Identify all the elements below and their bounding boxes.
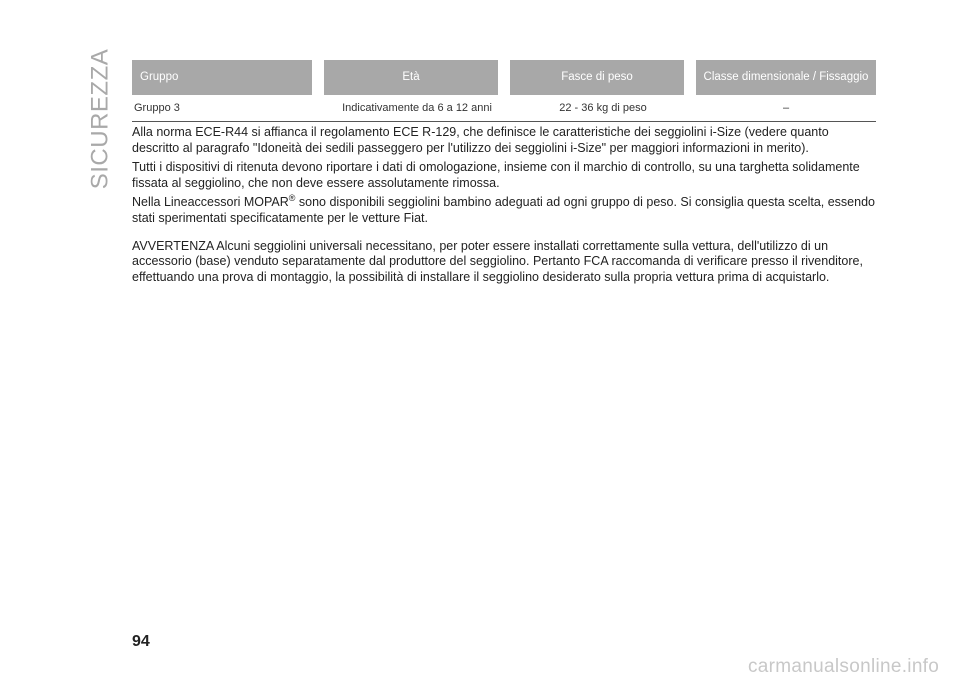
section-title-text: SICUREZZA: [86, 48, 114, 190]
paragraph-lineaccessori: [132, 195, 876, 226]
registered-mark: ®: [288, 193, 296, 204]
child-seat-table: [132, 60, 876, 122]
cell-fasce-di-peso: 22 - 36 kg di peso: [559, 102, 647, 114]
cell-eta: Indicativamente da 6 a 12 anni: [342, 102, 492, 114]
paragraph-omologazione: Tutti i dispositivi di ritenuta devono riportare i dati di omologazione, insieme con il marchio di controllo, su una targhetta solidamente fissata al seggiolino, che non deve essere assolutamente rimossa.: [132, 160, 860, 190]
header-fasce-di-peso: Fasce di peso: [510, 60, 684, 95]
cell-gruppo: Gruppo 3: [134, 102, 180, 114]
section-title: [82, 48, 118, 190]
paragraph-lineaccessori-start: Nella Lineaccessori MOPAR: [132, 195, 289, 210]
cell-classe-fissaggio: –: [782, 102, 790, 114]
header-eta: Età: [324, 60, 498, 95]
watermark: carmanualsonline.info: [748, 656, 940, 677]
table-row: [132, 95, 876, 122]
header-gruppo: Gruppo: [132, 60, 312, 95]
paragraph-ece-r129: Alla norma ECE-R44 si affianca il regolamento ECE R-129, che definisce le caratteristiche dei seggiolini i-Size (vedere quanto descritto al paragrafo "Idoneità dei sedili passeggero per l'utilizzo dei seggiolini i-Size" per maggiori informazioni in merito).: [132, 125, 829, 155]
page-number: 94: [132, 633, 150, 650]
paragraph-lineaccessori-end: sono disponibili seggiolini bambino adeguati ad ogni gruppo di peso. Si consiglia questa scelta, essendo stati sperimentati specificatamente per le vetture Fiat.: [132, 195, 875, 225]
body-text: [132, 125, 876, 289]
paragraph-avvertenza: AVVERTENZA Alcuni seggiolini universali necessitano, per poter essere installati correttamente sulla vettura, dell'utilizzo di un accessorio (base) venduto separatamente dal produttore del seggiolino. Pertanto FCA raccomanda di verificare presso il rivenditore, effettuando una prova di montaggio, la possibilità di installare il seggiolino desiderato sulla propria vettura prima di acquistarlo.: [132, 238, 863, 284]
header-classe-fissaggio: Classe dimensionale / Fissaggio: [696, 60, 876, 95]
table-header: [132, 60, 876, 95]
